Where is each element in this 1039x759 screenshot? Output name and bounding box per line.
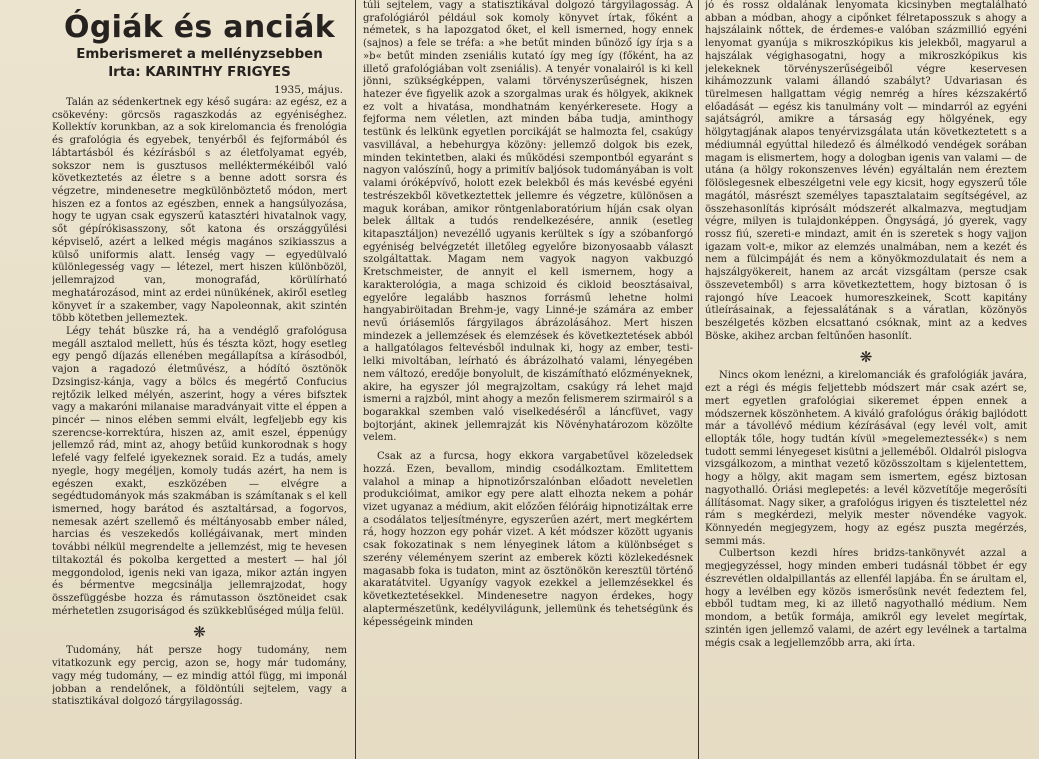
column-2	[363, 0, 693, 759]
article-subtitle: Emberismeret a mellényzsebben	[76, 47, 323, 62]
article-title: Ógiák és anciák	[64, 10, 335, 45]
paragraph: jó és rossz oldalának lenyomata kicsinyben megtalálható abban a módban, ahogy a cipőnket félretaposszuk s ahogy a hajszálaink nőttek, de érdemes-e valóban százmillió egyéni lenyomat gyanúja s mikroszkópikus kis jelekből, magyarul a hajszálak végighasogatni, hogy a mikroszkópikus kis jelekeknek törvényszerűségeiből végre keservesen kihámozzunk valami állandó szabályt? Udvariasan és türelmesen hallgattam végig nemrég a híres kézszakértő előadását — egész kis tanulmány volt — mindarról az egyéni sajátságról, amikre a társaság egy hölgyének, egy hölgytagjának alapos tenyérvizsgálata után következtetett s a médiumnál egyúttal hiledező és álmélkodó vendégek sorában magam is elismertem, hogy a dologban igenis van valami — de utána (a hölgy rokonszenves lévén) egyáltalán nem éreztem fölöslegesnek elbeszélgetni vele egy kicsit, hogy egyszerű tőle magától, másrészt személyes tapasztalataim segítségével, az összehasonlítás kiprósált módszerét alkalmazva, megtudjam végre, milyen is tulajdonképpen. Öngyságá, jó gyerek, vagy rossz fiú, szereti-e mindazt, amit én is szeretek s hogy vajjon igazam volt-e, mikor az elemzés unalmában, nem a kezét és nem a fülcimpáját és nem a könyökmozdulatait és nem a hajszálgyökereit, hanem az arcát vizsgáltam (persze csak összevetemből) s arra következtettem, hogy biztosan ő is rajongó híve Leacoek humoreszkeinek, Scott kapitány útleírásainak, a fejessalátának s a váratlan, közönyös beszélgetés közben elcsattanó csóknak, mint az a kedves Böske, akihez arcban feltűnően hasonlít.	[705, 0, 1027, 342]
paragraph: Culbertson kezdi híres bridzs-tankönyvét azzal a megjegyzéssel, hogy minden emberi tudásnál többet ér egy észrevétlen oldalpillantás az ellenfél lapjába. Én se árultam el, hogy a levélben egy közös ismerősünk nevét fedeztem fel, ebből tudtam meg, ki az illető nagyothalló médium. Nem mondom, a betűk formája, amikről egy levelet megírtak, szintén igen jellemző valami, de azért egy levélnek a tartalma mégis csak a legjellemzőbb arra, aki írta.	[705, 548, 1027, 649]
column-rule	[698, 0, 699, 759]
paragraph: Csak az a furcsa, hogy ekkora vargabetűvel közeledsek hozzá. Ezen, bevallom, mindig csodálkoztam. Emlitettem valahol a minap a hipnotizőrszalónban előadott neveletlen produkcióimat, amikor egy pere alatt elhozta nekem a pohár vizet ugyanaz a médium, akit előzően félóráig hipnotizáltak erre a csodálatos teljesítményre, egyszerűen azért, mert megkértem rá, hogy hozzon egy pohár vizet. A két módszer között ugyanis csak fokozatinak s nem lényeginek látom a különbséget s szerény véleményem szerint az emberek közti közlekedésnek magasabb foka is tudaton, mint az ösztönökön keresztül történő akaratátvitel. Ugyanígy vagyok ezekkel a jellemzésekkel és következtetésekkel. Mindenesetre nagyon érdekes, hogy alaptermészetünk, kedélyvilágunk, jellemünk és tehetségünk és képességeink minden	[363, 451, 693, 628]
paragraph: Nincs okom lenézni, a kirelomanciák és grafológiák javára, ezt a régi és mégis feljettebb módszert már csak azért se, mert egyetlen grafológiai sikeremet éppen ennek a módszernek köszönhetem. A kiváló grafológus órákig bajlódott már a távollévő médium kézírásával (egy levél volt, amit ellopták tőle, hogy tudtán kívül »megelemeztessék«) s nem tudott semmi lényegeset kisütni a jelleméből. Oldalról pislogva vizsgálkozom, a minthat vezető közösszoltam s kijelentettem, hogy a hölgy, akit magam sem ismertem, egész biztosan nagyothalló. Óriási meglepetés: a levél közvetítője megerősíti állításomat. Nagy siker, a grafológus irigyen és tisztelettel néz rám s megkérdezi, melyik mester növendéke vagyok. Könnyedén megjegyzem, hogy az egész puszta megérzés, semmi más.	[705, 370, 1027, 547]
article-author: Irta: KARINTHY FRIGYES	[108, 65, 291, 80]
article-date: 1935, május.	[274, 84, 343, 96]
paragraph: Talán az sédenkertnek egy késő sugára: az egész, ez a csökevény: görcsös ragaszkodás az egyéniséghez. Kollektív korunkban, az a sok kirelomancia és frenológia és grafológia és egyebek, tenyérből és fejformából és lábtartásból és kézírásból s az életfolyamat egyéb, sokszor nem is gusztusos melléktermékéiből való következtetés az életre s a benne adott sorsra és végzetre, mindenesetre megkülönböztető módon, mert hiszen ez a fontos az egészben, ennek a hangsúlyozása, hogy te ugyan csak egyszerű katasztéri hivatalnok vagy, sőt gépírókisasszony, sőt katona és országgyűlési képviselő, azért a lelked mégis magános szikiasszus a külső uniformis alatt. Ienség vagy — egyedülvaló különlegesség vagy — létezel, mert hiszen különbözöl, jellemrajzod van, monografád, körülírható meghatározásod, mint az erdei nünükének, akiről esetleg könyvet ír a szakember, vagy Napoleonnak, akit szintén több kötetben jellemeztek.	[52, 97, 347, 325]
section-separator-star: ❋	[193, 623, 206, 642]
column-3	[705, 0, 1027, 759]
paragraph: Tudomány, hát persze hogy tudomány, nem vitatkozunk egy percig, azon se, hogy már tudomány, vagy még tudomány, — ez mindig attól függ, mi imponál jobban a rendelőnek, a földöntúli sejtelem, vagy a statisztikával dolgozó tárgyilagosság.	[52, 645, 347, 708]
paragraph: Légy tehát büszke rá, ha a vendéglő grafológusa megáll asztalod mellett, hús és tészta közt, hogy esetleg egy pengő díjazás ellenében megállapítsa a kírásodból, vajon a ragadozó életművész, a hódító ösztönök Dzsingisz-kánja, vagy a bölcs és megértő Confucius rejtőzik lelked mélyén, aszerint, hogy a véres bifsztek vagy a makaróni milanaise maradványait vitte el éppen a pincér — ninos elében semmi elvált, legfeljebb egy kis szerencse-korrektúra, hiszen az, amit eszel, éppenúgy jellemző rád, mint az, ahogy betűid kunkorodnak s hogy lefelé vagy felfelé igyekeznek soraid. Ez a tudás, amely nyegle, hogy megéljen, komoly tudás azért, ha nem is egészen exakt, eszközében — elvégre a segédtudományok más szakmában is számítanak s el kell ismerned, hogy barátod és asztaltársad, a fogorvos, nemesak azért szellemő és méltányosabb ember náled, harcias és veszekedős kollégáivanak, mert minden további nélkül megrendelte a jellemzést, mig te hevesen tiltakoztál és pokolba kergetted a mestert — hal jól meggondolod, igenis neki van igaza, mikor aztán ingyen és bérmentve megcsinálja jellemrajzodat, hogy összefüggésbe hozza és rámutasson ösztöneidet csak mérhetetlen zsugoriságod és szükkeblűséged múlja felül.	[52, 325, 347, 617]
column-1	[52, 0, 347, 759]
column-rule	[355, 0, 356, 759]
paragraph: túli sejtelem, vagy a statisztikával dolgozó tárgyilagosság. A grafológiáról például sok komoly könyvet írtak, főként a németek, s ha lapozgatod őket, el kell ismerned, hogy ennek (sajnos) a fele se tréfa: a »he betűt minden bűnöző így írja s a »b« betűt minden zseniális kutató így meg így (főként, ha az illető grafológiában volt zseniális). A tenyér vonalairól is ki kell jönni, szükségképpen, valami törvényszerűségnek, hiszen hatezer éve figyelik azok a szorgalmas urak és hölgyek, akiknek ez volt a hivatása, mondhatnám kenyérkeresete. Hogy a fejforma nem véletlen, azt minden bába tudja, aminthogy testünk és lelkünk egyetlen porcikáját se halmozta fel, csakúgy vasvillával, a hebehurgya közöny: jellemző dolgok bis ezek, minden tekintetben, alaki és működési szempontból egyaránt s nagyon valószínű, hogy a primitív baljósok tudományában is volt valami óróképvívő, holott ezek belekből és más kevésbé egyéni testrészekből következtettek jellemre és végzetre, különösen a maguk korában, amikor röntgenlaboratórium híján csak olyan belek álltak a tudós rendelkezésére, annik (esetleg kitapasztáljon) nevezéllő ugyanis kerültek s így a szóbanforgó egyéniség belvégzetét illetőleg egyelőre bizonyosaabb választ szolgáltattak. Magam nem vagyok nagyon vakbuzgó Kretschmeister, de annyit el kell ismernem, hogy a karakterológia, a maga schizoid és cikloid beosztásaival, egyelőre legalább hasznos forrásmű lehetne holmi hangyabiröitadan Brehm-je, vagy Linné-je számára az ember nevű óriásemlős fárgyilagos ábrázolásához. Mert hiszen mindezek a jellemzések és elemzések és következtetések abból a hallgatólagos feltevésből indulnak ki, hogy az ember, testi-lelki mivoltában, leírható és ábrázolható valami, lényegében nem változó, eredője bonyolult, de kiszámítható előzményeknek, akire, ha egyszer jól megrajzoltam, csakúgy rá lehet majd ismerni a rajzból, mint ahogy a mezőn felismerem szirmairól s a bogarakkal szemben való viselkedéséről a láncfüvet, vagy bojtorjánt, akinek jellemrajzát kis Növényhatározom közölte velem.	[363, 0, 693, 444]
section-separator-star: ❋	[859, 348, 873, 367]
